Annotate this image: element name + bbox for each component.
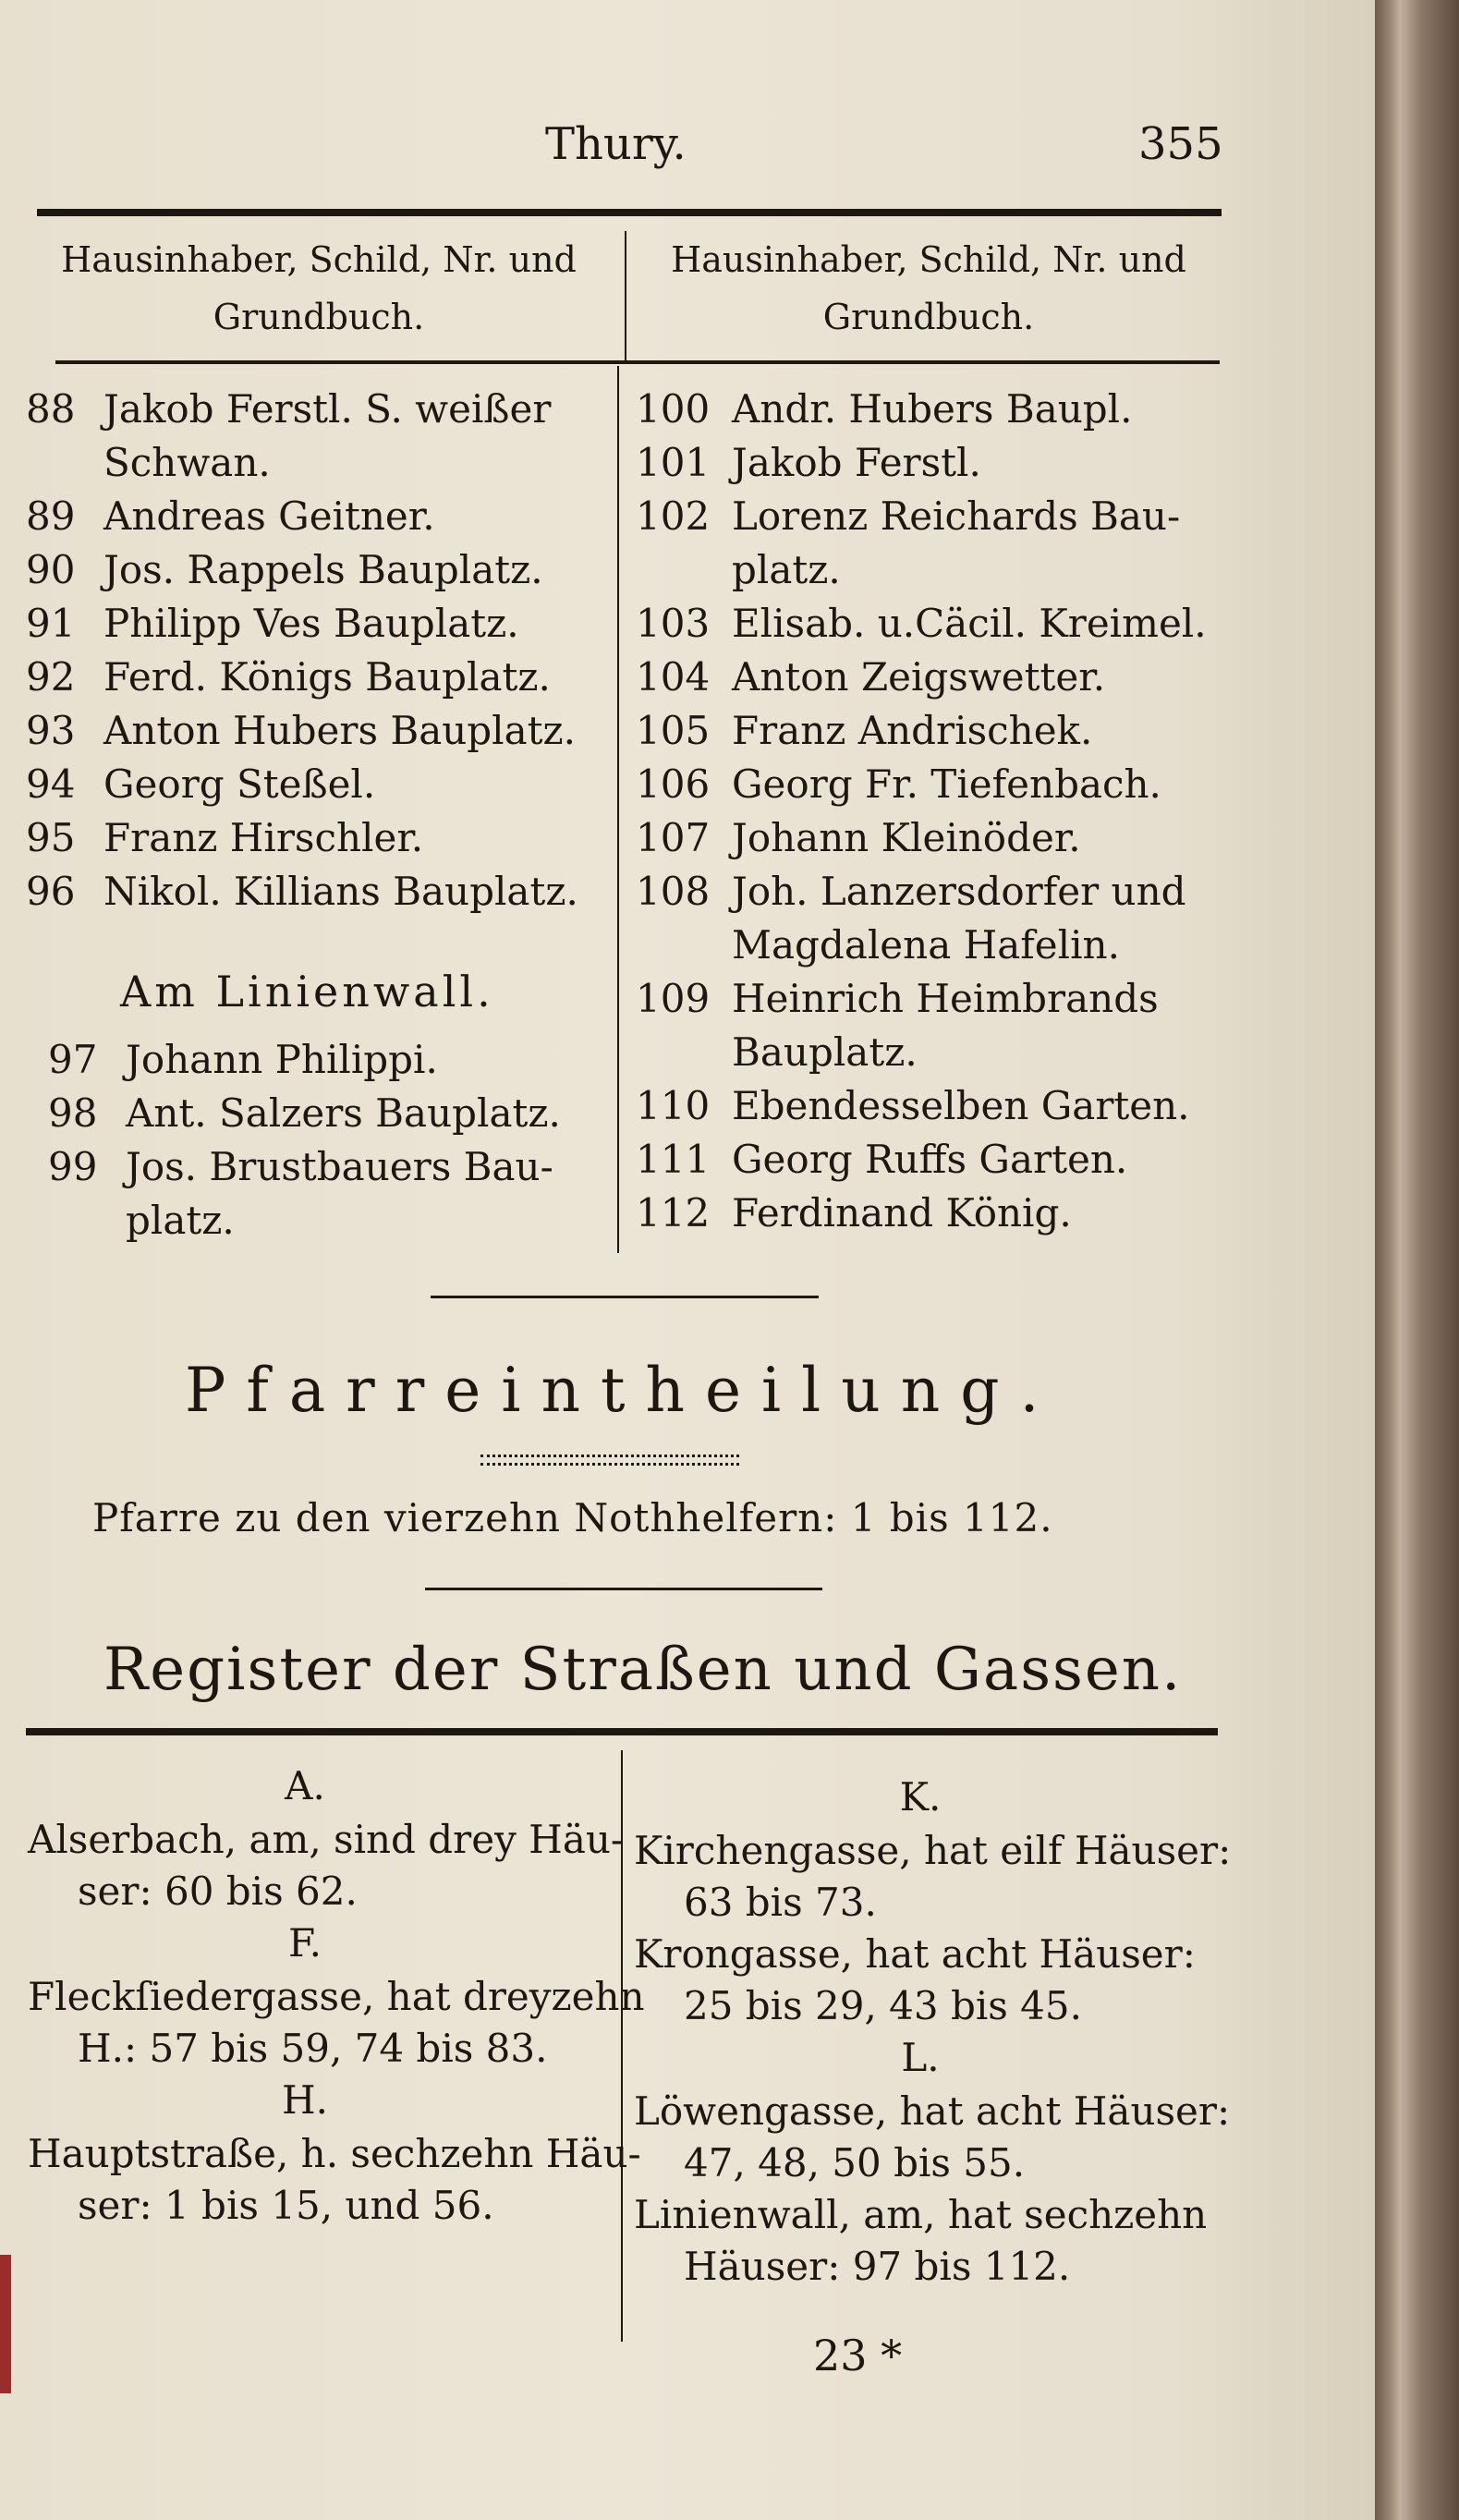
subheading-linienwall: Am Linienwall.: [120, 967, 494, 1017]
register-entry-line: Fleckſiedergasse, hat dreyzehn: [28, 1974, 645, 2019]
register-entry-line: ser: 60 bis 62.: [78, 1869, 358, 1914]
entry-number: 102: [636, 493, 711, 539]
register-entry-line: 47, 48, 50 bis 55.: [684, 2140, 1026, 2185]
register-letter: H.: [282, 2077, 328, 2123]
table-entry-line: [636, 869, 1186, 914]
table-entry-line: [48, 1144, 553, 1189]
register-letter: L.: [901, 2035, 940, 2080]
entry-text: Jos. Brustbauers Bau-: [126, 1144, 553, 1189]
entry-number: 103: [636, 601, 711, 646]
entry-text: Nikol. Killians Bauplatz.: [103, 869, 578, 914]
table-entry-line: [48, 1198, 235, 1243]
table-entry-line: [26, 493, 435, 539]
entry-number: 100: [636, 386, 711, 432]
parish-text: Pfarre zu den vierzehn Nothhelfern: 1 bis 112.: [92, 1495, 1053, 1540]
page-edge: [1375, 0, 1459, 2520]
entry-number: 107: [636, 815, 711, 860]
table-entry-line: [636, 761, 1161, 807]
table-entry-line: [636, 547, 841, 592]
table-entry-line: [636, 1137, 1127, 1182]
entry-text: Franz Hirschler.: [103, 815, 424, 860]
left-column-header: Hausinhaber, Schild, Nr. und Grundbuch.: [61, 239, 577, 337]
table-entry-line: [26, 547, 543, 592]
column-divider-header: [625, 231, 626, 360]
entry-text: Franz Andrischek.: [732, 708, 1093, 753]
register-rule: [26, 1728, 1218, 1735]
entry-number: 110: [636, 1083, 711, 1128]
entry-text: Ebendesselben Garten.: [732, 1083, 1190, 1128]
entry-text: Jos. Rappels Bauplatz.: [103, 547, 543, 592]
right-column-header: Hausinhaber, Schild, Nr. und Grundbuch.: [671, 239, 1186, 337]
entry-number: 99: [48, 1144, 98, 1189]
entry-text: Ant. Salzers Bauplatz.: [126, 1090, 561, 1136]
entry-text: Elisab. u.Cäcil. Kreimel.: [732, 601, 1207, 646]
entry-text: Ferdinand König.: [732, 1190, 1072, 1236]
entry-text: Georg Ruffs Garten.: [732, 1137, 1128, 1182]
table-entry-line: [48, 1090, 561, 1136]
entry-text: Jakob Ferstl.: [732, 440, 981, 485]
entry-number: 96: [26, 869, 76, 914]
register-entry-line: Häuser: 97 bis 112.: [684, 2244, 1071, 2289]
table-entry-line: [636, 601, 1207, 646]
entry-text: Philipp Ves Bauplatz.: [103, 601, 519, 646]
table-entry-line: [26, 869, 578, 914]
table-entry-line: [26, 708, 576, 753]
column-divider: [617, 366, 619, 1253]
entry-number: 106: [636, 761, 711, 807]
bookmark-ribbon: [0, 2255, 11, 2393]
entry-number: 89: [26, 493, 76, 539]
running-title: Thury.: [545, 118, 687, 170]
table-entry-line: [48, 1037, 438, 1082]
entry-number: 88: [26, 386, 76, 432]
table-entry-line: [636, 386, 1132, 432]
entry-text: Johann Philippi.: [126, 1037, 438, 1082]
register-heading: Register der Straßen und Gassen.: [103, 1636, 1183, 1704]
entry-text: platz.: [732, 547, 841, 592]
entry-number: 92: [26, 654, 76, 700]
table-entry-line: [636, 654, 1105, 700]
section-rule-1: [431, 1296, 819, 1298]
entry-number: 91: [26, 601, 76, 646]
entry-text: Georg Fr. Tiefenbach.: [732, 761, 1161, 807]
entry-number: 111: [636, 1137, 711, 1182]
entry-text: Johann Kleinöder.: [732, 815, 1081, 860]
header-bottom-rule: [55, 360, 1220, 364]
table-entry-line: [26, 601, 519, 646]
table-entry-line: [26, 815, 423, 860]
register-letter: K.: [899, 1774, 942, 1820]
entry-number: 109: [636, 976, 711, 1021]
ornament-rule: [480, 1455, 739, 1466]
table-entry-line: [636, 976, 1159, 1021]
entry-text: Magdalena Hafelin.: [732, 922, 1120, 968]
register-entry-line: Hauptstraße, h. sechzehn Häu-: [28, 2131, 641, 2176]
entry-number: 97: [48, 1037, 98, 1082]
register-letter: A.: [285, 1763, 325, 1808]
parish-heading: Pfarreintheilung.: [185, 1355, 1060, 1426]
register-entry-line: ser: 1 bis 15, und 56.: [78, 2183, 494, 2228]
section-rule-2: [425, 1588, 822, 1590]
table-entry-line: [636, 1029, 918, 1075]
register-entry-line: Krongasse, hat acht Häuser:: [634, 1931, 1196, 1977]
table-entry-line: [26, 386, 551, 432]
entry-number: 95: [26, 815, 76, 860]
entry-text: Schwan.: [103, 440, 271, 485]
page-number: 355: [1138, 118, 1223, 170]
entry-text: Lorenz Reichards Bau-: [732, 493, 1181, 539]
entry-number: 104: [636, 654, 711, 700]
table-entry-line: [26, 440, 271, 485]
entry-text: Andreas Geitner.: [103, 493, 435, 539]
entry-number: 93: [26, 708, 76, 753]
entry-text: Anton Hubers Bauplatz.: [103, 708, 577, 753]
entry-number: 105: [636, 708, 711, 753]
register-entry-line: Alserbach, am, sind drey Häu-: [28, 1817, 625, 1862]
entry-text: Bauplatz.: [732, 1029, 918, 1075]
header-rule: [37, 209, 1222, 216]
entry-number: 90: [26, 547, 76, 592]
entry-number: 112: [636, 1190, 711, 1236]
table-entry-line: [636, 1083, 1190, 1128]
table-entry-line: [636, 815, 1081, 860]
signature-mark: 23 *: [813, 2331, 903, 2380]
table-entry-line: [636, 708, 1092, 753]
register-entry-line: Linienwall, am, hat sechzehn: [634, 2192, 1208, 2237]
table-entry-line: [636, 493, 1180, 539]
register-entry-line: 25 bis 29, 43 bis 45.: [684, 1983, 1082, 2028]
register-letter: F.: [288, 1920, 322, 1966]
table-entry-line: [636, 922, 1120, 968]
entry-text: platz.: [126, 1198, 235, 1243]
table-entry-line: [636, 440, 981, 485]
entry-number: 98: [48, 1090, 98, 1136]
entry-number: 94: [26, 761, 76, 807]
register-entry-line: 63 bis 73.: [684, 1880, 877, 1925]
entry-text: Anton Zeigswetter.: [732, 654, 1106, 700]
table-entry-line: [26, 654, 551, 700]
register-entry-line: H.: 57 bis 59, 74 bis 83.: [78, 2026, 548, 2071]
entry-text: Jakob Ferstl. S. weißer: [103, 386, 552, 432]
entry-text: Heinrich Heimbrands: [732, 976, 1159, 1021]
table-entry-line: [26, 761, 375, 807]
table-entry-line: [636, 1190, 1072, 1236]
entry-number: 108: [636, 869, 711, 914]
entry-text: Ferd. Königs Bauplatz.: [103, 654, 551, 700]
entry-text: Andr. Hubers Baupl.: [732, 386, 1133, 432]
entry-text: Joh. Lanzersdorfer und: [732, 869, 1186, 914]
register-entry-line: Kirchengasse, hat eilf Häuser:: [634, 1828, 1232, 1873]
entry-text: Georg Steßel.: [103, 761, 376, 807]
entry-number: 101: [636, 440, 711, 485]
register-entry-line: Löwengasse, hat acht Häuser:: [634, 2088, 1231, 2134]
